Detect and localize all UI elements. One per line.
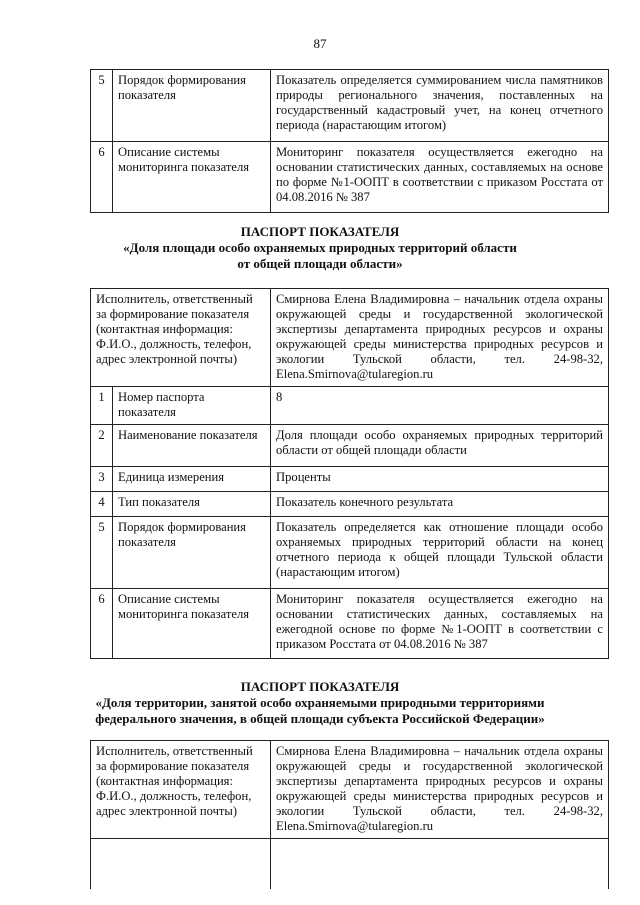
- row-value: Показатель определяется как отношение площади особо охраняемых природных территорий области на конец отчетного периода к общей площади Тульской области (нарастающим итогом): [271, 517, 609, 589]
- row-value: 8: [271, 387, 609, 425]
- row-label: Порядок формирования показателя: [113, 70, 271, 142]
- passport-heading: [0, 679, 640, 727]
- row-label: Номер паспорта показателя: [113, 387, 271, 425]
- table-row: [91, 492, 609, 517]
- passport-title: ПАСПОРТ ПОКАЗАТЕЛЯ: [240, 224, 400, 239]
- row-label: Единица измерения: [113, 467, 271, 492]
- row-number: 1: [91, 387, 113, 425]
- row-label: Наименование показателя: [113, 425, 271, 467]
- passport-heading: [0, 224, 640, 272]
- passport-subtitle-line1: «Доля площади особо охраняемых природных территорий области: [123, 240, 517, 255]
- executor-value: Смирнова Елена Владимировна – начальник отдела охраны окружающей среды и государственной экологической экспертизы департамента природных ресурсов и охраны окружающей среды министерства природных ресурсов и экологии Тульской области, тел. 24-98-32, Elena.Smirnova@tularegion.ru: [271, 741, 609, 839]
- row-value: Показатель определяется суммированием числа памятников природы регионального значения, поставленных на государственный кадастровый учет, на конец отчетного периода (нарастающим итогом): [271, 70, 609, 142]
- row-label: Описание системы мониторинга показателя: [113, 142, 271, 213]
- row-number: 3: [91, 467, 113, 492]
- passport-subtitle-line1: «Доля территории, занятой особо охраняемыми природными территориями: [95, 695, 545, 710]
- row-value: Проценты: [271, 467, 609, 492]
- row-label: Порядок формирования показателя: [113, 517, 271, 589]
- gap-cell: [91, 839, 271, 889]
- passport-subtitle-line2: федерального значения, в общей площади субъекта Российской Федерации»: [95, 711, 545, 726]
- row-value: Мониторинг показателя осуществляется ежегодно на основании статистических данных, составляемых на ежегодной основе по форме №1-ООПТ в соответствии с приказом Росстата от 04.08.2016 № 387: [271, 589, 609, 659]
- row-number: 6: [91, 589, 113, 659]
- table-row: [91, 142, 609, 213]
- row-number: 5: [91, 517, 113, 589]
- row-number: 4: [91, 492, 113, 517]
- passport-subtitle-line2: от общей площади области»: [237, 256, 403, 271]
- executor-row: [91, 289, 609, 387]
- executor-label: Исполнитель, ответственный за формирование показателя (контактная информация: Ф.И.О., должность, телефон, адрес электронной почты): [91, 289, 271, 387]
- table-row: [91, 70, 609, 142]
- passport-title: ПАСПОРТ ПОКАЗАТЕЛЯ: [240, 679, 400, 694]
- executor-value: Смирнова Елена Владимировна – начальник отдела охраны окружающей среды и государственной экологической экспертизы департамента природных ресурсов и охраны окружающей среды министерства природных ресурсов и экологии Тульской области, тел. 24-98-32, Elena.Smirnova@tularegion.ru: [271, 289, 609, 387]
- executor-row: [91, 741, 609, 839]
- row-number: 2: [91, 425, 113, 467]
- gap-cell: [271, 839, 609, 889]
- table-row: [91, 517, 609, 589]
- row-number: 6: [91, 142, 113, 213]
- table-row: [91, 387, 609, 425]
- row-value: Мониторинг показателя осуществляется ежегодно на основании статистических данных, составляемых на основе по форме №1-ООПТ в соответствии с приказом Росстата от 04.08.2016 № 387: [271, 142, 609, 213]
- row-number: 5: [91, 70, 113, 142]
- table-row: [91, 467, 609, 492]
- passport-table: [90, 740, 609, 889]
- table-row: [91, 425, 609, 467]
- table-continuation: [90, 69, 609, 213]
- executor-label: Исполнитель, ответственный за формирование показателя (контактная информация: Ф.И.О., должность, телефон, адрес электронной почты): [91, 741, 271, 839]
- row-label: Тип показателя: [113, 492, 271, 517]
- table-row: [91, 589, 609, 659]
- passport-table: [90, 288, 609, 659]
- row-value: Доля площади особо охраняемых природных территорий области от общей площади области: [271, 425, 609, 467]
- row-label: Описание системы мониторинга показателя: [113, 589, 271, 659]
- page-number: 87: [313, 36, 327, 51]
- table-continuation-gap: [91, 839, 609, 889]
- row-value: Показатель конечного результата: [271, 492, 609, 517]
